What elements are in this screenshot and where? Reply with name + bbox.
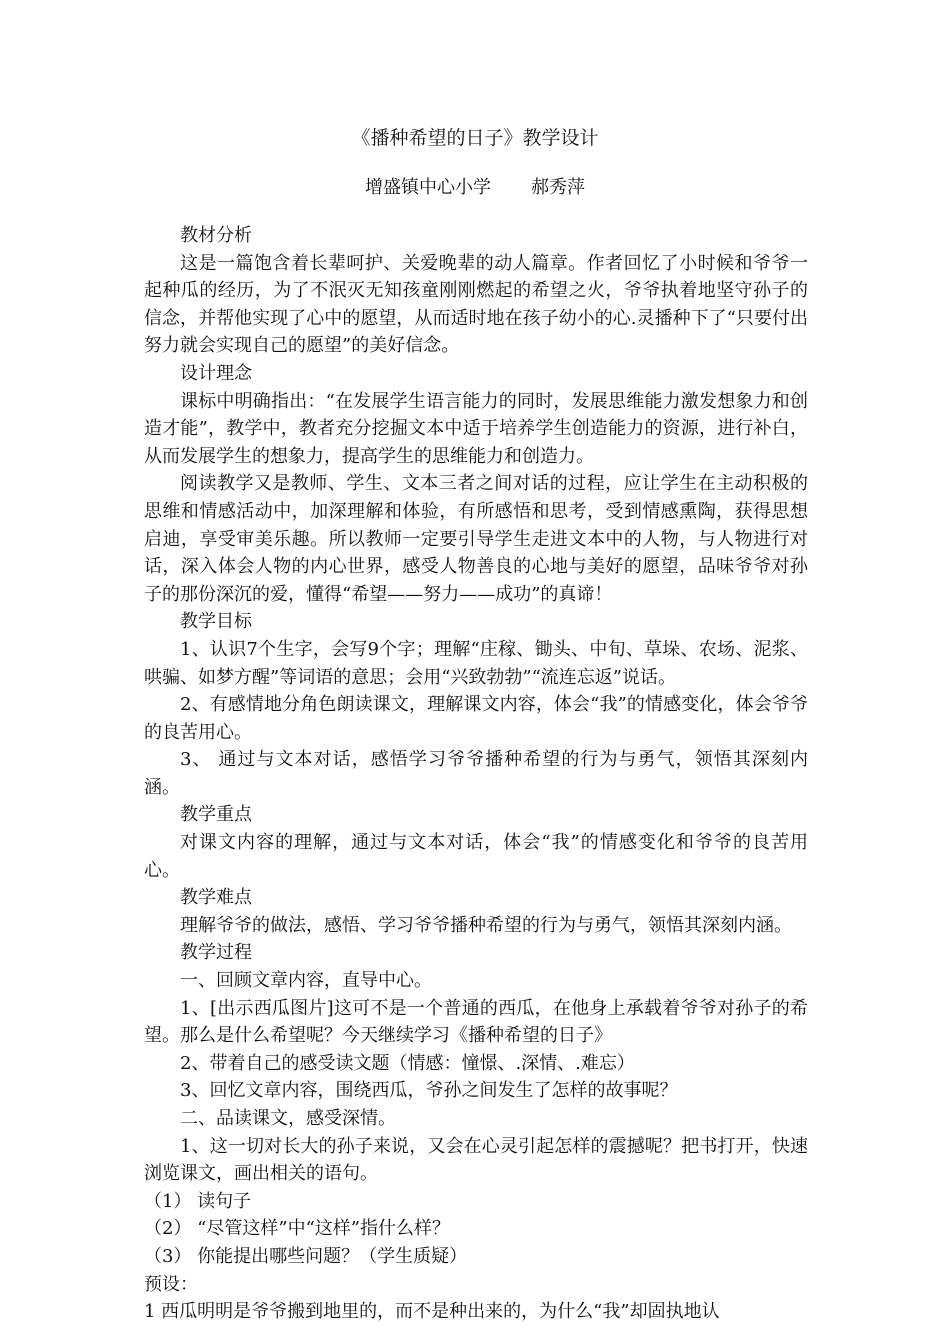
list-item: （2） “尽管这样”中“这样”指什么样？	[144, 1218, 450, 1240]
body-paragraph: 对课文内容的理解，通过与文本对话，体会“我”的情感变化和爷爷的良苦用心。	[144, 832, 808, 881]
body-paragraph: 2、带着自己的感受读文题（情感：憧憬、.深情、.难忘）	[180, 1052, 635, 1074]
body-paragraph: 2、有感情地分角色朗读课文，理解课文内容，体会“我”的情感变化，体会爷爷的良苦用心。	[144, 694, 808, 743]
section-heading: 教材分析	[180, 225, 252, 246]
document-title: 《播种希望的日子》教学设计	[351, 127, 599, 149]
author-line: 增盛镇中心小学 郝秀萍	[364, 177, 586, 198]
list-item: （1） 读句子	[144, 1190, 252, 1212]
section-heading: 教学过程	[180, 942, 252, 964]
section-heading: 设计理念	[180, 362, 252, 384]
list-item: （3） 你能提出哪些问题？（学生质疑）	[144, 1245, 468, 1267]
body-paragraph: 二、品读课文，感受深情。	[180, 1108, 396, 1129]
document-body	[144, 222, 808, 1326]
body-paragraph: 3、回忆文章内容，围绕西瓜，爷孙之间发生了怎样的故事呢？	[180, 1080, 678, 1102]
body-paragraph: 课标中明确指出：“在发展学生语言能力的同时，发展思维能力激发想象力和创造才能”，教学中，教者充分挖掘文本中适于培养学生创造能力的资源，进行补白，从而发展学生的想象力，提高学生的思维能力和创造力。	[144, 390, 808, 467]
body-paragraph: 一、回顾文章内容，直导中心。	[180, 970, 432, 992]
body-paragraph: 理解爷爷的做法，感悟、学习爷爷播种希望的行为与勇气，领悟其深刻内涵。	[180, 914, 792, 936]
body-paragraph: 这是一篇饱含着长辈呵护、关爱晚辈的动人篇章。作者回忆了小时候和爷爷一起种瓜的经历，为了不泯灭无知孩童刚刚燃起的希望之火，爷爷执着地坚守孙子的信念，并帮他实现了心中的愿望，从而适时地在孩子幼小的心.灵播种下了“只要付出努力就会实现自己的愿望”的美好信念。	[144, 252, 808, 357]
body-paragraph: 1、这一切对长大的孙子来说，又会在心灵引起怎样的震撼呢？把书打开，快速浏览课文，画出相关的语句。	[144, 1135, 808, 1185]
body-paragraph: 1 西瓜明明是爷爷搬到地里的，而不是种出来的，为什么“我”却固执地认	[144, 1301, 720, 1323]
section-heading: 教学重点	[180, 804, 252, 826]
section-heading: 教学难点	[180, 887, 252, 909]
body-paragraph: 1、认识7个生字，会写9个字；理解“庄稼、锄头、中旬、草垛、农场、泥浆、哄骗、如梦方醒”等词语的意思；会用“兴致勃勃”“流连忘返”说话。	[144, 638, 808, 688]
section-heading: 预设：	[144, 1273, 198, 1295]
body-paragraph: 阅读教学又是教师、学生、文本三者之间对话的过程，应让学生在主动积极的思维和情感活动中，加深理解和体验，有所感悟和思考，受到情感熏陶，获得思想启迪，享受审美乐趣。所以教师一定要引导学生走进文本中的人物，与人物进行对话，深入体会人物的内心世界，感受人物善良的心地与美好的愿望，品味爷爷对孙子的那份深沉的爱，懂得“希望——努力——成功”的真谛！	[144, 473, 808, 605]
body-paragraph: 3、 通过与文本对话，感悟学习爷爷播种希望的行为与勇气，领悟其深刻内涵。	[144, 749, 808, 798]
body-paragraph: 1、[出示西瓜图片]这可不是一个普通的西瓜，在他身上承载着爷爷对孙子的希望。那么是什么希望呢？今天继续学习《播种希望的日子》	[144, 997, 808, 1047]
section-heading: 教学目标	[180, 611, 252, 633]
